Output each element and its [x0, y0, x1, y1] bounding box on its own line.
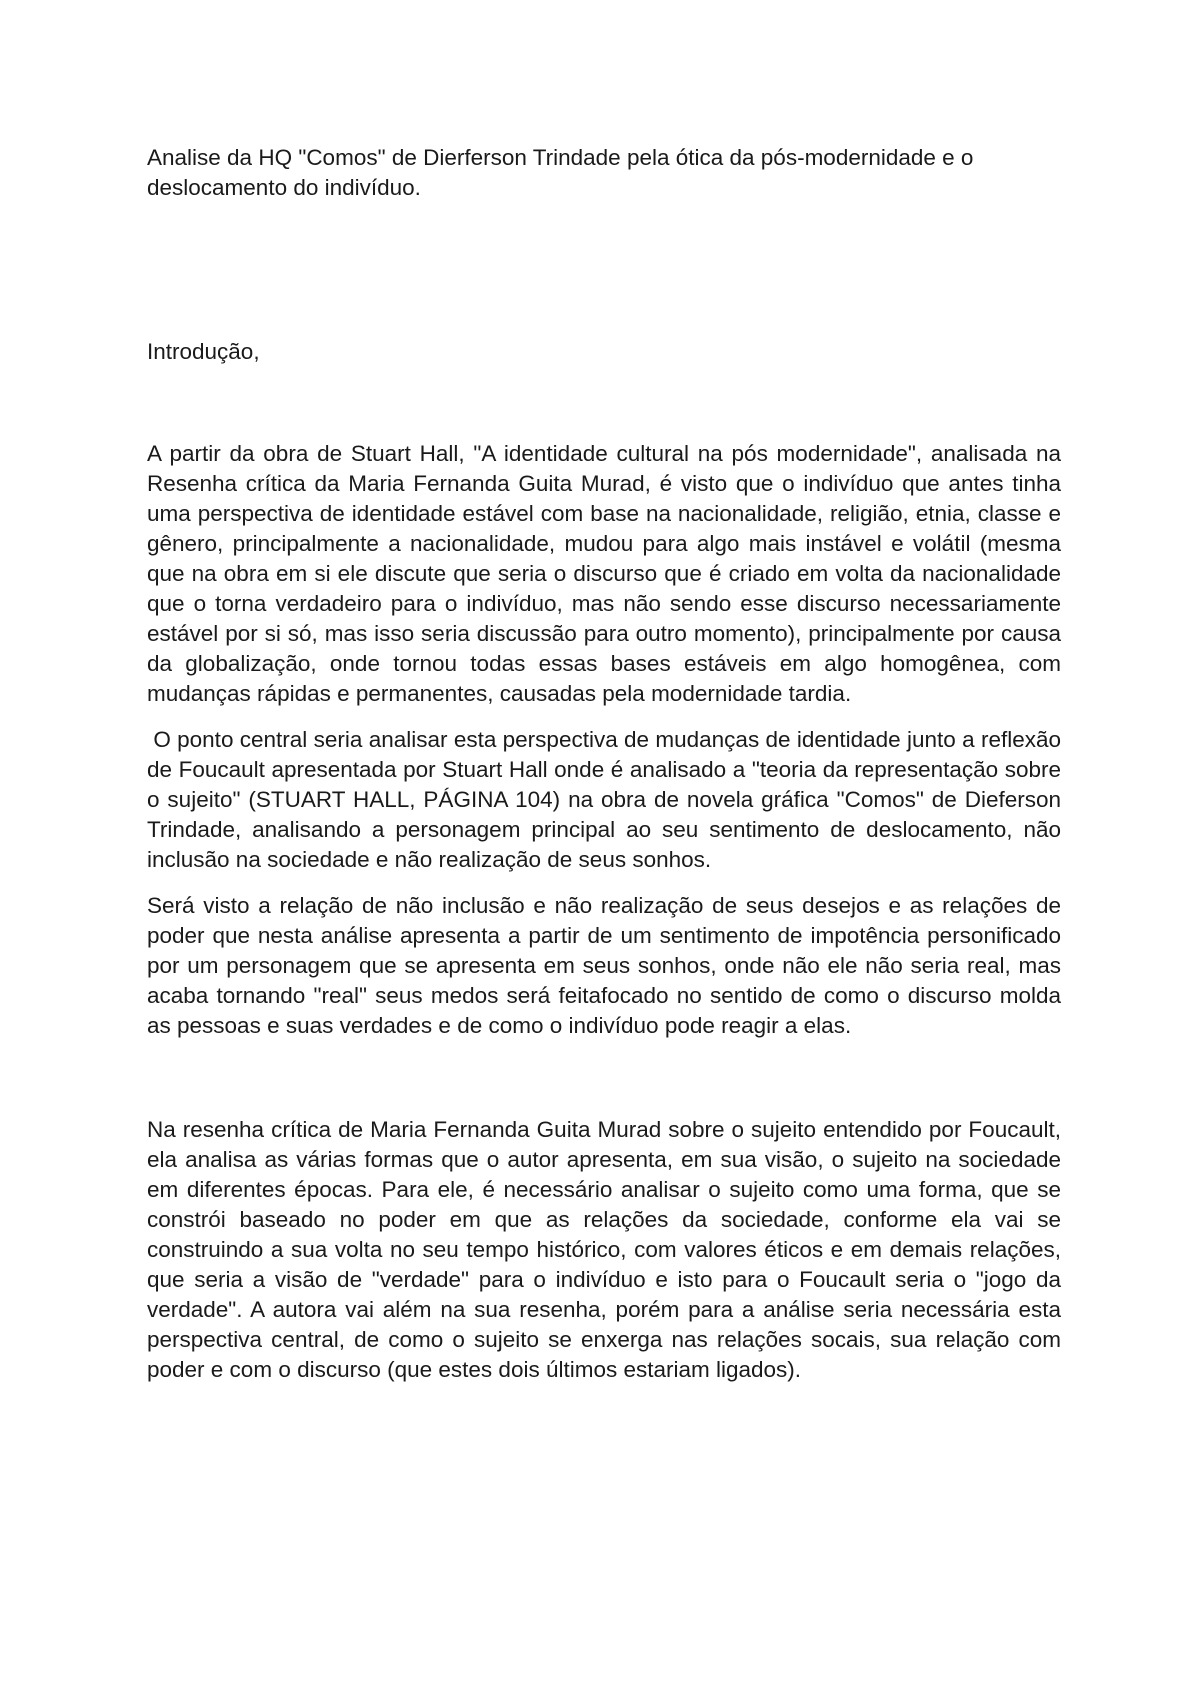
document-title: Analise da HQ "Comos" de Dierferson Trindade pela ótica da pós-modernidade e o deslocamento do indivíduo. — [147, 145, 974, 200]
paragraph-1: A partir da obra de Stuart Hall, "A identidade cultural na pós modernidade", analisada na Resenha crítica da Maria Fernanda Guita Murad, é visto que o indivíduo que antes tinha uma perspectiva de identidade estável com base na nacionalidade, religião, etnia, classe e gênero, principalmente a nacionalidade, mudou para algo mais instável e volátil (mesma que na obra em si ele discute que seria o discurso que é criado em volta da nacionalidade que o torna verdadeiro para o indivíduo, mas não sendo esse discurso necessariamente estável por si só, mas isso seria discussão para outro momento), principalmente por causa da globalização, onde tornou todas essas bases estáveis em algo homogênea, com mudanças rápidas e permanentes, causadas pela modernidade tardia. — [147, 441, 1068, 706]
paragraph-3: Será visto a relação de não inclusão e não realização de seus desejos e as relações de poder que nesta análise apresenta a partir de um sentimento de impotência personificado por um personagem que se apresenta em seus sonhos, onde não ele não seria real, mas acaba tornando "real" seus medos será feitafocado no sentido de como o discurso molda as pessoas e suas verdades e de como o indivíduo pode reagir a elas. — [147, 893, 1061, 1038]
paragraph-2: O ponto central seria analisar esta perspectiva de mudanças de identidade junto a reflexão de Foucault apresentada por Stuart Hall onde é analisado a "teoria da representação sobre o sujeito" (STUART HALL, PÁGINA 104) na obra de novela gráfica "Comos" de Dieferson Trindade, analisando a personagem principal ao seu sentimento de deslocamento, não inclusão na sociedade e não realização de seus sonhos. — [147, 727, 1068, 872]
section-heading-introduction: Introdução, — [147, 339, 260, 364]
document-body — [147, 143, 1068, 1385]
paragraph-4: Na resenha crítica de Maria Fernanda Guita Murad sobre o sujeito entendido por Foucault, ela analisa as várias formas que o autor apresenta, em sua visão, o sujeito na sociedade em diferentes épocas. Para ele, é necessário analisar o sujeito como uma forma, que se constrói baseado no poder em que as relações da sociedade, conforme ela vai se construindo a sua volta no seu tempo histórico, com valores éticos e em demais relações, que seria a visão de "verdade" para o indivíduo e isto para o Foucault seria o "jogo da verdade". A autora vai além na sua resenha, porém para a análise seria necessária esta perspectiva central, de como o sujeito se enxerga nas relações socais, sua relação com poder e com o discurso (que estes dois últimos estariam ligados). — [147, 1117, 1061, 1382]
